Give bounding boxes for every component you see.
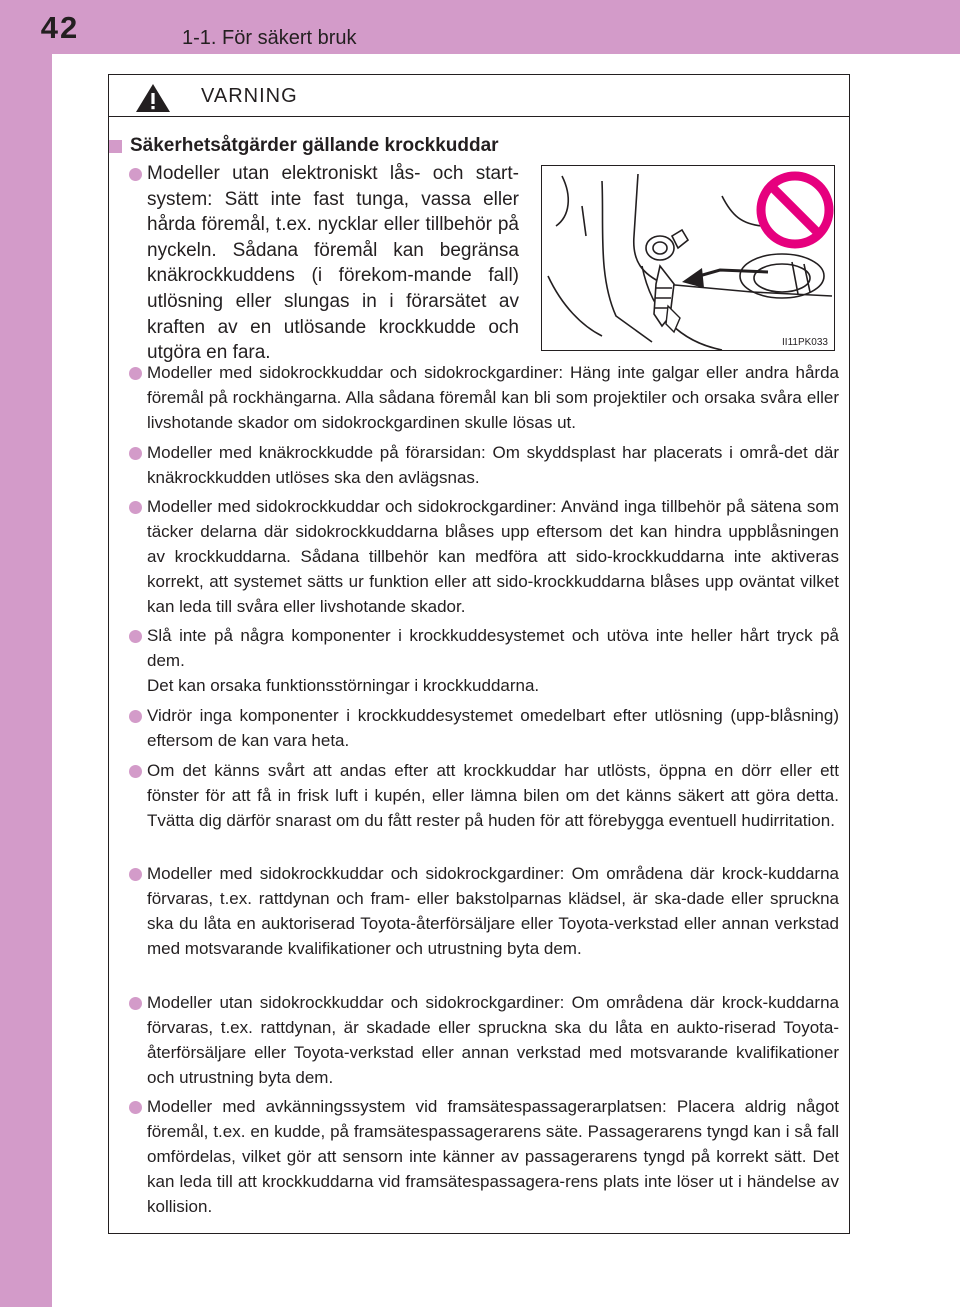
list-item [129, 990, 839, 1090]
list-item-text: Modeller med avkänningssystem vid framsätespassagerarplatsen: Placera aldrig något föremål, t.ex. en kudde, på framsätespassagerarens säte. Passagerarens tyngd kan i så fall omfördelas, vilket gör att sensorn inte känner av passagerarens tyngd på korrekt sätt. Det kan leda till att krockkuddarna vid framsätespassagera-rens plats inte löser ut i händelse av kollision. [147, 1097, 839, 1216]
section-title [109, 135, 499, 157]
bullet-icon [129, 1101, 142, 1114]
list-item [129, 623, 839, 698]
list-item-subtext: Det kan orsaka funktionsstörningar i krockkuddarna. [147, 676, 540, 695]
list-item [129, 861, 839, 961]
list-item-text: Modeller med knäkrockkudde på förarsidan: Om skyddsplast har placerats i områ-det där knäkrockkudden utlöses ska den avlägsnas. [147, 443, 839, 487]
warning-header [109, 75, 849, 117]
warning-triangle-icon [135, 83, 171, 113]
bullet-icon [129, 997, 142, 1010]
warning-box [108, 74, 850, 1234]
left-margin-strip [0, 0, 52, 1307]
list-item [129, 494, 839, 619]
list-item [129, 1094, 839, 1219]
list-item-text: Modeller med sidokrockkuddar och sidokrockgardiner: Använd inga tillbehör på sätena som täcker delarna där sidokrockkuddarna blåses upp eftersom det kan hindra uppblåsningen av krockkuddarna. Sådana tillbehör kan medföra att sido-krockkuddarna inte aktiveras korrekt, att systemet sätts ur funktion eller att sido-krockkuddarna blåses upp oväntat vilket kan leda till svåra eller livshotande skador. [147, 497, 839, 616]
figure-label: II11PK033 [782, 337, 828, 348]
page-number: 42 [40, 10, 80, 45]
list-item-text: Vidrör inga komponenter i krockkuddesystemet omedelbart efter utlösning (upp-blåsning) eftersom de kan vara heta. [147, 706, 839, 750]
bullet-icon [129, 501, 142, 514]
bullet-icon [129, 765, 142, 778]
steering-column-illustration [542, 166, 834, 350]
bullet-icon [129, 868, 142, 881]
list-item [129, 440, 839, 490]
list-item [129, 360, 839, 435]
list-item-text: Om det känns svårt att andas efter att krockkuddar har utlösts, öppna en dörr eller ett fönster för att få in frisk luft i kupén, eller lämna bilen om det känns säkert att göra detta. Tvätta dig därför snarast om du fått rester på huden för att förebygga eventuell hudirritation. [147, 761, 839, 830]
prohibition-sign-icon [761, 176, 829, 244]
list-item [129, 161, 519, 366]
list-item-text: Modeller med sidokrockkuddar och sidokrockgardiner: Om områdena där krock-kuddarna förvaras, t.ex. rattdynan och fram- eller bakstolparnas klädsel, är ska-dade eller spruckna ska du låta en auktoriserad Toyota-återförsäljare eller Toyota-verkstad eller annan verkstad med motsvarande kvalifikationer och utrustning byta dem. [147, 864, 839, 958]
square-bullet-icon [109, 140, 122, 153]
illustration-no-key-accessories [541, 165, 835, 351]
list-item [129, 758, 839, 833]
bullet-icon [129, 630, 142, 643]
section-title-text: Säkerhetsåtgärder gällande krockkuddar [130, 135, 499, 156]
section-header: 1-1. För säkert bruk [182, 27, 357, 49]
bullet-icon [129, 168, 142, 181]
list-item [129, 703, 839, 753]
warning-label: VARNING [201, 85, 298, 107]
header-bar [0, 0, 960, 54]
bullet-icon [129, 710, 142, 723]
bullet-icon [129, 447, 142, 460]
list-item-text: Modeller utan elektroniskt lås- och start-system: Sätt inte fast tunga, vassa eller hårda föremål, t.ex. nycklar eller tillbehör på nyckeln. Sådana föremål kan begränsa knäkrockkuddens (i förekom-mande fall) utlösning eller slungas in i förarsätet av kraften av en utlösande krockkudde och utgöra en fara. [147, 163, 519, 364]
bullet-icon [129, 367, 142, 380]
list-item-text: Slå inte på några komponenter i krockkuddesystemet och utöva inte heller hårt tryck på dem. [147, 626, 839, 670]
list-item-text: Modeller med sidokrockkuddar och sidokrockgardiner: Häng inte galgar eller andra hårda föremål på rockhängarna. Alla sådana föremål kan bli som projektiler och orsaka svåra eller livshotande skador om sidokrockgardinen skulle lösas ut. [147, 363, 839, 432]
list-item-text: Modeller utan sidokrockkuddar och sidokrockgardiner: Om områdena där krock-kuddarna förvaras, t.ex. rattdynan, är skadade eller spruckna ska du låta en aukto-riserad Toyota-återförsäljare eller Toyota-verkstad eller annan verkstad med motsvarande kvalifikationer och utrustning byta dem. [147, 993, 839, 1087]
